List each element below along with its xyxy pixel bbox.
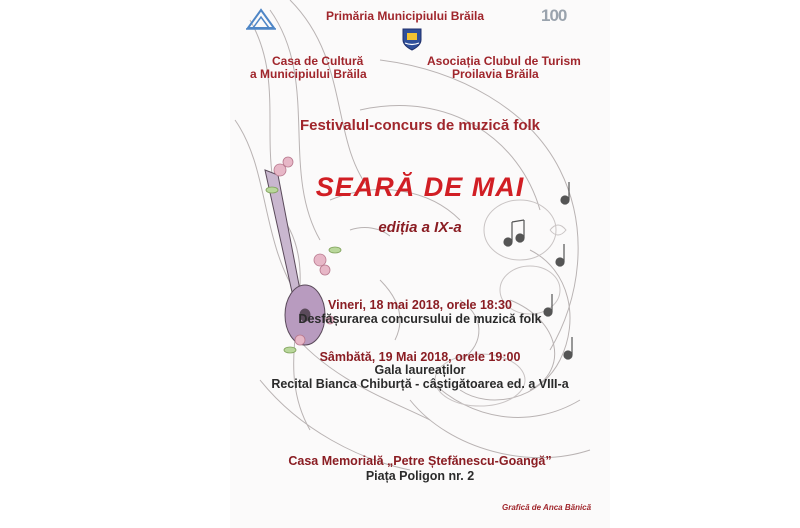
culture-house-line1: Casa de Cultură (272, 54, 364, 68)
schedule-line-1a: Desfășurarea concursului de muzică folk (298, 312, 542, 326)
tourism-club-line2: Proilavia Brăila (452, 67, 539, 81)
festival-poster (230, 0, 610, 528)
schedule-line-2a: Gala laureaților (374, 363, 466, 377)
tourism-club-line1: Asociația Clubul de Turism (427, 54, 581, 68)
schedule-line-2b: Recital Bianca Chiburță - câștigătoarea ed. a VIII-a (271, 377, 569, 391)
culture-house-line2: a Municipiului Brăila (250, 67, 367, 81)
venue-address: Piața Poligon nr. 2 (365, 469, 475, 483)
illustration-credit: Grafică de Anca Bănică (502, 503, 592, 512)
city-coat-of-arms (401, 26, 423, 52)
venue-name: Casa Memorială „Petre Ștefănescu-Goangă” (288, 454, 552, 468)
festival-title: SEARĂ DE MAI (315, 172, 525, 202)
schedule-date-2: Sâmbătă, 19 Mai 2018, orele 19:00 (319, 350, 521, 364)
city-hall-name: Primăria Municipiului Brăila (326, 9, 485, 23)
culture-house-logo (244, 6, 278, 32)
anniversary-logo: 100 (541, 6, 567, 25)
edition-label: ediția a IX-a (378, 219, 462, 236)
festival-subtitle: Festivalul-concurs de muzică folk (299, 117, 541, 134)
schedule-date-1: Vineri, 18 mai 2018, orele 18:30 (328, 298, 512, 312)
